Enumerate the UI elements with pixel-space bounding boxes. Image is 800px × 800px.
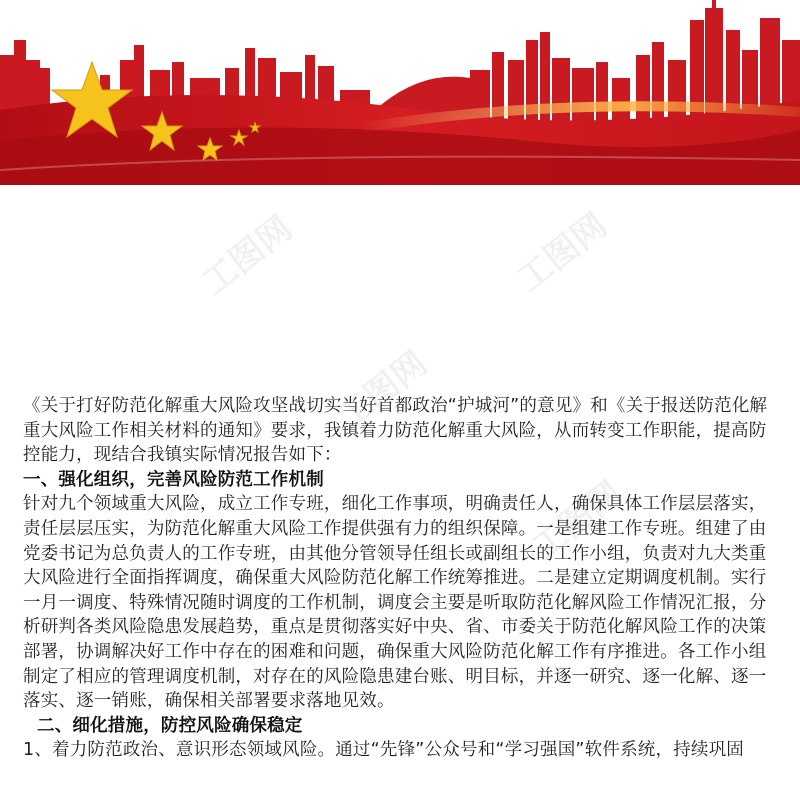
section-2-heading: 二、细化措施，防控风险确保稳定 [37,715,303,736]
section-1-body: 针对九个领域重大风险，成立工作专班，细化工作事项，明确责任人，确保具体工作层层落实，责任层层压实，为防范化解重大风险工作提供强有力的组织保障。一是组建工作专班。组建了由党委书记为总负责人的工作专班，由其他分管领导任组长或副组长的工作小组，负责对九大类重大风险进行全面指挥调度，确保重大风险防范化解工作统筹推进。二是建立定期调度机制。实行一月一调度、特殊情况随时调度的工作机制，调度会主要是听取防范化解风险工作情况汇报，分析研判各类风险隐患发展趋势，重点是贯彻落实好中央、省、市委关于防范化解风险工作的决策部署，协调解决好工作中存在的困难和问题，确保重大风险防范化解工作有序推进。各工作小组制定了相应的管理调度机制，对存在的风险隐患建台账、明目标，并逐一研究、逐一化解、逐一落实、逐一销账，确保相关部署要求落地见效。 [23,494,767,712]
document-body [23,394,783,763]
section-1-heading: 一、强化组织，完善风险防范工作机制 [23,469,324,490]
watermark: 工图网 [194,208,300,303]
intro-paragraph: 《关于打好防范化解重大风险攻坚战切实当好首都政治“护城河”的意见》和《关于报送防范化解重大风险工作相关材料的通知》要求，我镇着力防范化解重大风险，从而转变工作职能，提高防控能力，现结合我镇实际情况报告如下： [23,396,768,466]
section-2-body: 1、着力防范政治、意识形态领域风险。通过“先锋”公众号和“学习强国”软件系统，持续巩固 [23,740,744,761]
watermark: 工图网 [329,343,435,438]
watermark: 工图网 [524,473,630,568]
header-banner [0,0,800,185]
city-skyline-illustration [0,0,800,185]
watermark: 工图网 [509,205,615,300]
